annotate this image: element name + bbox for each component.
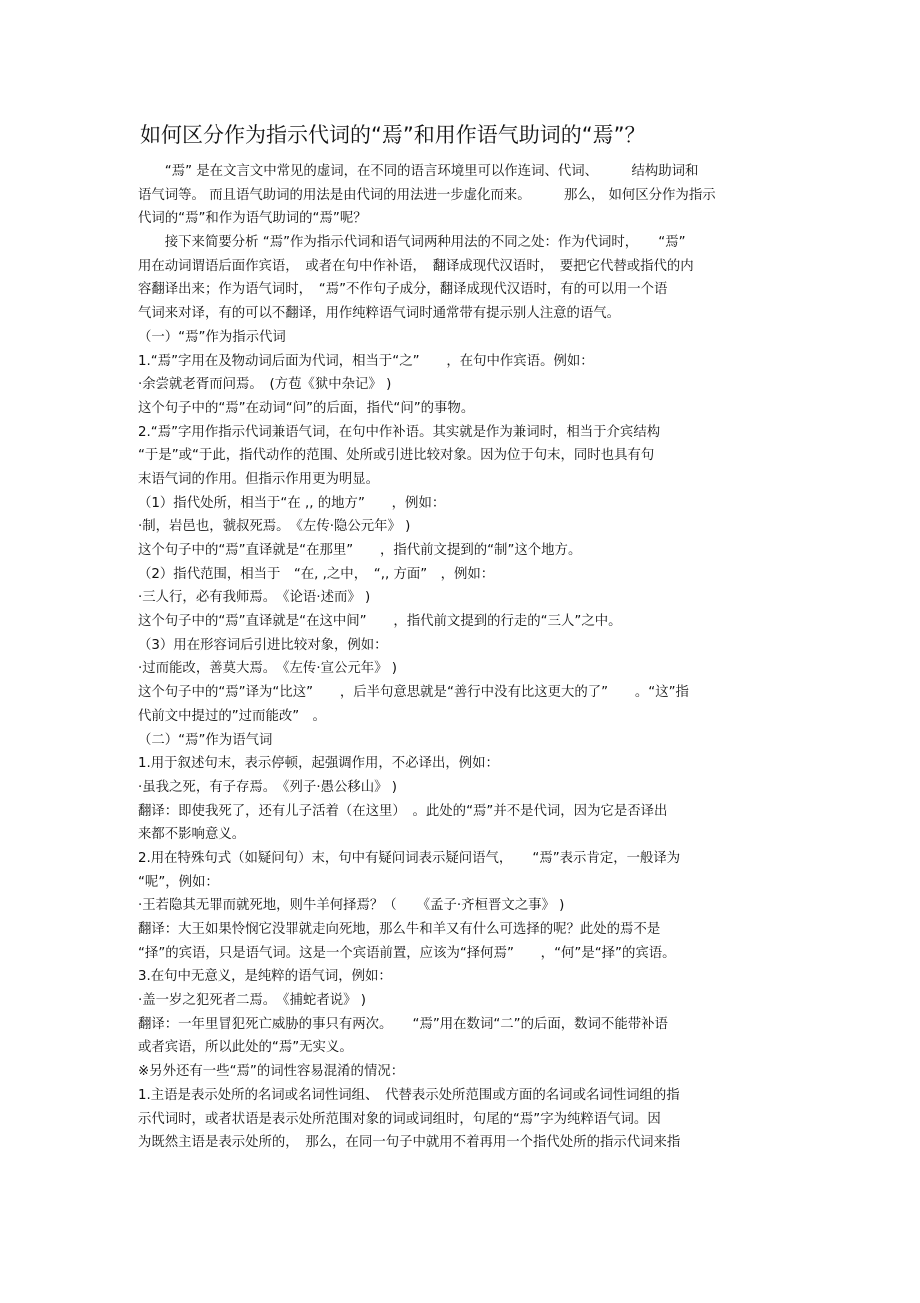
document-body (138, 160, 788, 1155)
text-line: “择”的宾语，只是语气词。这是一个宾语前置，应该为“择何焉” ，“何”是“择”的宾语。 (138, 945, 676, 961)
text-line: 代词的“焉”和作为语气助词的“焉”呢？ (138, 211, 367, 227)
text-line: ※另外还有一些“焉”的词性容易混淆的情况： (138, 1064, 405, 1080)
text-line: ·王若隐其无罪而就死地，则牛羊何择焉？（ 《孟子·齐桓晋文之事》 ) (138, 898, 565, 914)
text-line: 这个句子中的“焉”直译就是“在那里” ，指代前文提到的“制”这个地方。 (138, 543, 582, 558)
text-line: 气词来对译，有的可以不翻译，用作纯粹语气词时通常带有提示别人注意的语气。 (138, 306, 621, 322)
text-line: 为既然主语是表示处所的， 那么，在同一句子中就用不着再用一个指代处所的指示代词来指 (138, 1135, 681, 1151)
text-line: ·三人行，必有我师焉。 《论语·述而》 ) (138, 590, 371, 606)
text-line: 这个句子中的“焉”译为“比这” ，后半句意思就是“善行中没有比这更大的了” 。“这”指 (138, 685, 689, 701)
text-line: （3）用在形容词后引进比较对象，例如： (138, 637, 388, 653)
text-line: 示代词时，或者状语是表示处所范围对象的词或词组时，句尾的“焉”字为纯粹语气词。因 (138, 1111, 661, 1127)
text-line: “于是”或“于此，指代动作的范围、处所或引进比较对象。因为位于句末，同时也具有句 (138, 448, 655, 464)
text-line: （2）指代范围，相当于 “在, ,之中， “,, 方面” ，例如： (138, 566, 495, 582)
text-line: ·过而能改，善莫大焉。 《左传·宣公元年》 ) (138, 661, 398, 677)
text-line: 容翻译出来；作为语气词时， “焉”不作句子成分，翻译成现代汉语时，有的可以用一个语 (138, 282, 668, 298)
text-line: 或者宾语，所以此处的“焉”无实义。 (138, 1040, 353, 1056)
text-line: “焉” 是在文言文中常见的虚词，在不同的语言环境里可以作连词、代词、 结构助词和 (138, 164, 699, 179)
text-line: 2.用在特殊句式（如疑问句）末，句中有疑问词表示疑问语气， “焉”表示肯定，一般译为 (138, 850, 681, 866)
text-line: 3.在句中无意义，是纯粹的语气词，例如： (138, 969, 392, 985)
text-line: 这个句子中的“焉”在动词“问”的后面，指代“问”的事物。 (138, 400, 475, 416)
text-line: 用在动词谓语后面作宾语， 或者在句中作补语， 翻译成现代汉语时， 要把它代替或指代的内 (138, 258, 694, 274)
text-line: 翻译：一年里冒犯死亡威胁的事只有两次。 “焉”用在数词“二”的后面，数词不能带补语 (138, 1016, 668, 1032)
text-line: ·制，岩邑也，虢叔死焉。 《左传·隐公元年》 ) (138, 519, 411, 535)
text-line: 2.“焉”字用作指示代词兼语气词，在句中作补语。其实就是作为兼词时，相当于介宾结构 (138, 424, 661, 440)
text-line: （一）“焉”作为指示代词 (138, 329, 286, 345)
document-title: 如何区分作为指示代词的“焉”和用作语气助词的“焉”？ (140, 123, 646, 147)
text-line: “呢”，例如： (138, 874, 219, 890)
text-line: ·虽我之死，有子存焉。 《列子·愚公移山》 ) (138, 779, 398, 795)
text-line: 代前文中提过的”过而能改” 。 (138, 708, 326, 724)
text-line: 翻译：即使我死了，还有儿子活着（在这里） 。此处的“焉”并不是代词，因为它是否译出 (138, 803, 668, 819)
text-line: 来都不影响意义。 (138, 827, 246, 843)
text-line: ·盖一岁之犯死者二焉。 《捕蛇者说》 ) (138, 993, 366, 1009)
text-line: 这个句子中的“焉”直译就是“在这中间” ，指代前文提到的行走的“三人”之中。 (138, 614, 622, 630)
text-line: （二）“焉”作为语气词 (138, 732, 273, 748)
text-line: 1.用于叙述句末，表示停顿，起强调作用，不必译出，例如： (138, 756, 499, 772)
text-line: 接下来简要分析 “焉”作为指示代词和语气词两种用法的不同之处：作为代词时， “焉” (138, 235, 686, 251)
text-line: 1.主语是表示处所的名词或名词性词组、 代替表示处所范围或方面的名词或名词性词组的指 (138, 1087, 680, 1103)
text-line: （1）指代处所，相当于“在 ,, 的地方” ，例如： (138, 495, 446, 511)
text-line: 翻译：大王如果怜悯它没罪就走向死地，那么牛和羊又有什么可选择的呢？此处的焉不是 (138, 922, 661, 937)
text-line: 末语气词的作用。但指示作用更为明显。 (138, 471, 380, 487)
text-line: 语气词等。 而且语气助词的用法是由代词的用法进一步虚化而来。 那么， 如何区分作为指示 (138, 187, 716, 203)
text-line: 1.“焉”字用在及物动词后面为代词，相当于“之” ，在句中作宾语。例如： (138, 353, 594, 369)
text-line: ·余尝就老胥而问焉。 (方苞《狱中杂记》 ) (138, 377, 392, 393)
